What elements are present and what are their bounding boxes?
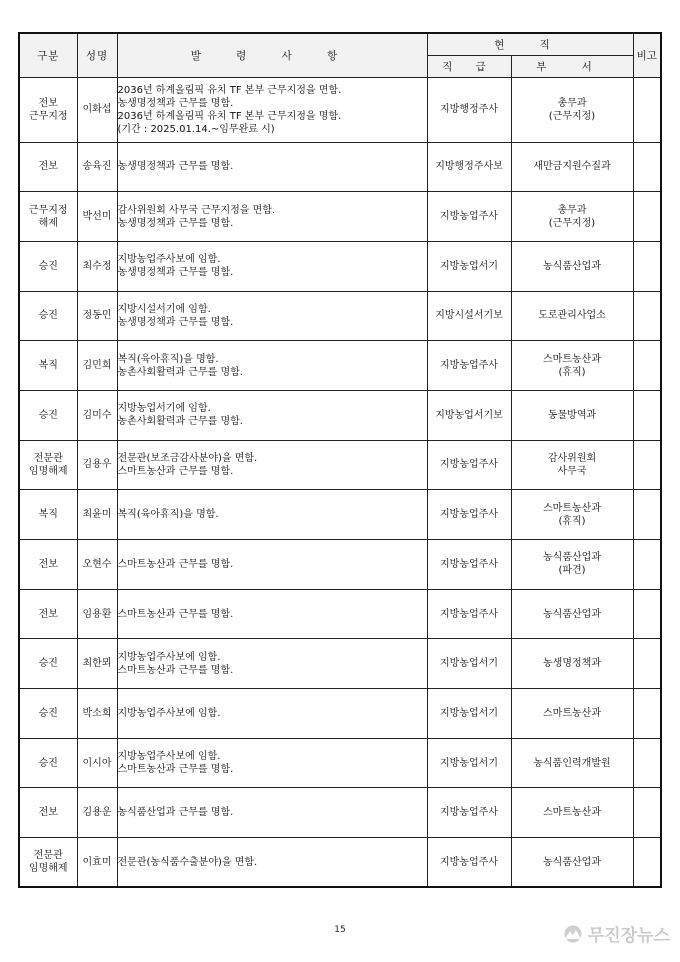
row-orders (117, 241, 427, 291)
row-dept: 농식품인력개발원 (511, 738, 633, 788)
row-category: 근무지정 해제 (19, 192, 77, 242)
row-category: 승진 (19, 639, 77, 689)
row-note (633, 77, 661, 142)
row-name: 박소희 (77, 689, 117, 739)
table-row (19, 738, 661, 788)
row-note (633, 440, 661, 490)
order-line: 전문관(농식품수출분야)을 면함. (117, 856, 258, 868)
row-rank: 지방농업서기 (427, 738, 511, 788)
order-line: 복직(육아휴직)을 명함. (117, 353, 219, 365)
row-note (633, 838, 661, 888)
row-dept: 스마트농산과 (511, 689, 633, 739)
table-row (19, 490, 661, 540)
table-row (19, 77, 661, 142)
row-note (633, 490, 661, 540)
table-row (19, 440, 661, 490)
row-name: 김용운 (77, 788, 117, 838)
row-orders (117, 689, 427, 739)
row-note (633, 540, 661, 590)
row-orders (117, 77, 427, 142)
order-line: 2036년 하계올림픽 유치 TF 본부 근무지정을 명함. (117, 110, 342, 122)
row-name: 박선미 (77, 192, 117, 242)
row-note (633, 788, 661, 838)
row-name: 이화섭 (77, 77, 117, 142)
row-rank: 지방시설서기보 (427, 291, 511, 341)
row-category: 전보 근무지정 (19, 77, 77, 142)
row-dept: 동물방역과 (511, 390, 633, 440)
order-line: 지방농업주사보에 임함. (117, 651, 221, 663)
row-note (633, 241, 661, 291)
row-dept: 스마트농산과 (휴직) (511, 490, 633, 540)
row-rank: 지방농업주사 (427, 540, 511, 590)
row-rank: 지방농업주사 (427, 838, 511, 888)
table-body (19, 77, 661, 887)
row-dept: 감사위원회 사무국 (511, 440, 633, 490)
row-orders (117, 440, 427, 490)
row-rank: 지방농업주사 (427, 341, 511, 391)
page-number: 15 (334, 925, 346, 935)
order-line: 농생명정책과 근무를 명함. (117, 267, 234, 279)
order-line: 농생명정책과 근무를 명함. (117, 217, 234, 229)
order-line: 전문관(보조금감사분야)을 면함. (117, 452, 258, 464)
table-row (19, 838, 661, 888)
row-rank: 지방행정주사 (427, 77, 511, 142)
row-orders (117, 838, 427, 888)
row-rank: 지방농업주사 (427, 192, 511, 242)
order-line: 농식품산업과 근무를 명함. (117, 807, 234, 819)
row-note (633, 390, 661, 440)
row-dept: 농식품산업과 (파견) (511, 540, 633, 590)
row-dept: 농생명정책과 (511, 639, 633, 689)
watermark (562, 921, 670, 946)
row-category: 복직 (19, 490, 77, 540)
row-dept: 새만금지원수질과 (511, 142, 633, 192)
row-note (633, 142, 661, 192)
header-order: 발 령 사 항 (117, 33, 427, 77)
order-line: 농촌사회활력과 근무를 명함. (117, 416, 243, 428)
order-line: 스마트농산과 근무를 명함. (117, 465, 234, 477)
table-row (19, 589, 661, 639)
order-line: 스마트농산과 근무를 명함. (117, 764, 234, 776)
row-orders (117, 540, 427, 590)
row-rank: 지방농업서기 (427, 241, 511, 291)
row-category: 전보 (19, 142, 77, 192)
header-rank: 직 급 (427, 55, 511, 77)
table-row (19, 540, 661, 590)
header-category: 구분 (19, 33, 77, 77)
row-rank: 지방농업서기 (427, 689, 511, 739)
row-note (633, 639, 661, 689)
table-row (19, 788, 661, 838)
row-orders (117, 341, 427, 391)
row-category: 승진 (19, 291, 77, 341)
order-line: 농생명정책과 근무를 명함. (117, 316, 234, 328)
row-name: 김민희 (77, 341, 117, 391)
row-orders (117, 738, 427, 788)
row-category: 복직 (19, 341, 77, 391)
row-dept: 농식품산업과 (511, 241, 633, 291)
order-line: (기간 : 2025.01.14.~임무완료 시) (117, 123, 275, 135)
row-name: 최윤미 (77, 490, 117, 540)
row-rank: 지방농업서기 (427, 639, 511, 689)
order-line: 복직(육아휴직)을 명함. (117, 509, 219, 521)
row-note (633, 192, 661, 242)
row-rank: 지방농업주사 (427, 440, 511, 490)
order-line: 지방농업서기에 임함. (117, 403, 211, 415)
row-category: 전보 (19, 589, 77, 639)
table-row (19, 291, 661, 341)
table-row (19, 689, 661, 739)
row-note (633, 689, 661, 739)
table-row (19, 639, 661, 689)
row-category: 전문관 임명해제 (19, 838, 77, 888)
header-current: 현 직 (427, 33, 633, 55)
header-note: 비고 (633, 33, 661, 77)
row-rank: 지방행정주사보 (427, 142, 511, 192)
row-orders (117, 639, 427, 689)
row-orders (117, 788, 427, 838)
row-rank: 지방농업서기보 (427, 390, 511, 440)
row-category: 승진 (19, 689, 77, 739)
row-dept: 총무과 (근무지정) (511, 77, 633, 142)
row-orders (117, 490, 427, 540)
order-line: 농생명정책과 근무를 명함. (117, 161, 234, 173)
personnel-orders-table (18, 32, 662, 888)
watermark-text: 무진장뉴스 (587, 926, 670, 946)
row-category: 승진 (19, 241, 77, 291)
row-name: 이효미 (77, 838, 117, 888)
row-note (633, 291, 661, 341)
row-orders (117, 291, 427, 341)
order-line: 지방농업주사보에 임함. (117, 751, 221, 763)
row-name: 김미수 (77, 390, 117, 440)
row-orders (117, 192, 427, 242)
header-name: 성명 (77, 33, 117, 77)
order-line: 2036년 하계올림픽 유치 TF 본부 근무지정을 면함. (117, 84, 342, 96)
row-rank: 지방농업주사 (427, 490, 511, 540)
table-row (19, 142, 661, 192)
order-line: 지방시설서기에 임함. (117, 303, 211, 315)
row-dept: 스마트농산과 (511, 788, 633, 838)
row-dept: 총무과 (근무지정) (511, 192, 633, 242)
row-category: 전보 (19, 540, 77, 590)
row-name: 오현수 (77, 540, 117, 590)
row-category: 전보 (19, 788, 77, 838)
row-dept: 농식품산업과 (511, 589, 633, 639)
row-name: 임용환 (77, 589, 117, 639)
row-note (633, 589, 661, 639)
row-orders (117, 142, 427, 192)
table-row (19, 390, 661, 440)
row-dept: 도로관리사업소 (511, 291, 633, 341)
order-line: 지방농업주사보에 임함. (117, 707, 221, 719)
row-rank: 지방농업주사 (427, 788, 511, 838)
order-line: 농생명정책과 근무를 명함. (117, 97, 234, 109)
row-name: 이시아 (77, 738, 117, 788)
row-note (633, 341, 661, 391)
order-line: 농촌사회활력과 근무를 명함. (117, 366, 243, 378)
row-note (633, 738, 661, 788)
row-orders (117, 589, 427, 639)
row-dept: 농식품산업과 (511, 838, 633, 888)
table-row (19, 341, 661, 391)
order-line: 지방농업주사보에 임함. (117, 254, 221, 266)
row-dept: 스마트농산과 (휴직) (511, 341, 633, 391)
row-name: 송육진 (77, 142, 117, 192)
table-row (19, 192, 661, 242)
order-line: 스마트농산과 근무를 명함. (117, 558, 234, 570)
row-orders (117, 390, 427, 440)
row-name: 김용우 (77, 440, 117, 490)
row-name: 정동민 (77, 291, 117, 341)
table-row (19, 241, 661, 291)
order-line: 스마트농산과 근무를 명함. (117, 664, 234, 676)
row-category: 전문관 임명해제 (19, 440, 77, 490)
row-name: 최수정 (77, 241, 117, 291)
mountain-logo-icon (562, 925, 584, 943)
row-category: 승진 (19, 738, 77, 788)
order-line: 스마트농산과 근무를 명함. (117, 608, 234, 620)
row-category: 승진 (19, 390, 77, 440)
row-name: 최한뫼 (77, 639, 117, 689)
header-dept: 부 서 (511, 55, 633, 77)
order-line: 감사위원회 사무국 근무지정을 면함. (117, 204, 276, 216)
row-rank: 지방농업주사 (427, 589, 511, 639)
